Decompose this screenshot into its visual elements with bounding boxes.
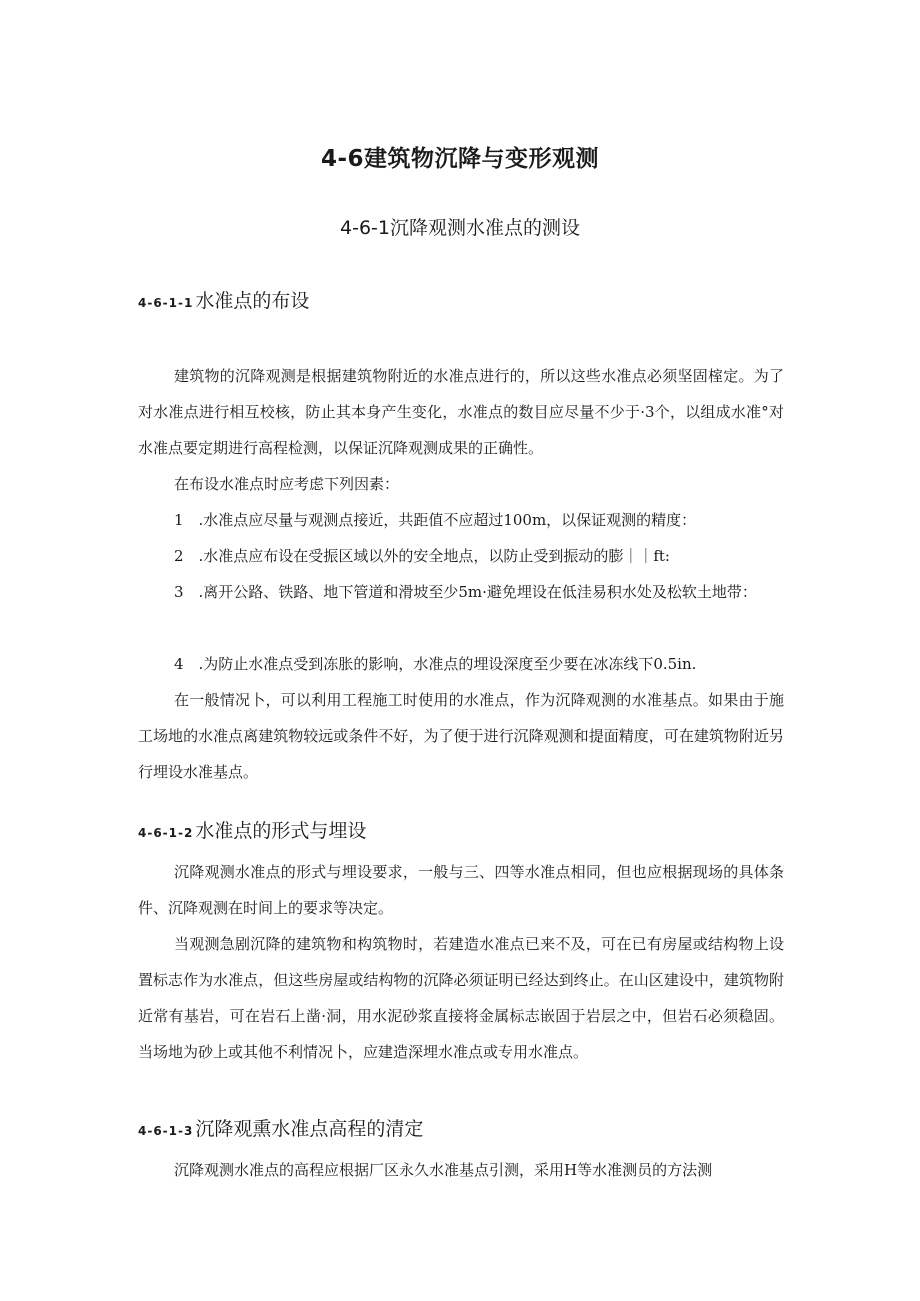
subsection-heading-2 <box>138 816 366 843</box>
subsection-number: 4-6-1-1 <box>138 296 194 310</box>
list-item: 1 .水准点应尽量与观测点接近，共距值不应超过100m，以保证观测的精度： <box>174 511 697 529</box>
subsection-number: 4-6-1-3 <box>138 1124 194 1138</box>
list-item: 3 .离开公路、铁路、地下管道和滑坡至少5m·避免埋设在低洼易积水处及松软土地带： <box>174 583 757 601</box>
subsection-title: 水准点的布设 <box>195 290 310 312</box>
subsection-heading-3 <box>138 1114 423 1141</box>
subsection-heading-1 <box>138 286 309 313</box>
page-title: 4-6建筑物沉降与变形观测 <box>320 146 600 172</box>
paragraph: 沉降观测水准点的高程应根据厂区永久水准基点引测，采用H等水准测员的方法测 <box>174 1161 713 1179</box>
paragraph: 当观测急剧沉降的建筑物和构筑物时，若建造水准点已来不及，可在已有房屋或结构物上设置标志作为水准点，但这些房屋或结构物的沉降必须证明已经达到终止。在山区建设中，建筑物附近常有基岩，可在岩石上凿·洞，用水泥砂浆直接将金属标志嵌固于岩层之中，但岩石必须稳固。当场地为砂上或其他不利情况卜，应建造深埋水准点或专用水准点。 <box>138 935 784 1061</box>
subsection-number: 4-6-1-2 <box>138 826 194 840</box>
subsection-title: 沉降观熏水准点高程的清定 <box>195 1118 424 1140</box>
paragraph: 在一般情况卜，可以利用工程施工时使用的水准点，作为沉降观测的水准基点。如果由于施工场地的水准点离建筑物较远或条件不好，为了便于进行沉降观测和提面精度，可在建筑物附近另行埋设水准基点。 <box>138 691 784 781</box>
list-item: 4 .为防止水准点受到冻胀的影响，水准点的埋设深度至少要在冰冻线下0.5in. <box>174 655 697 673</box>
subsection-title: 水准点的形式与埋设 <box>195 820 367 842</box>
list-item: 2 .水准点应布设在受振区域以外的安全地点，以防止受到振动的膨｜｜ft: <box>174 547 670 565</box>
paragraph: 在布设水准点时应考虑下列因素： <box>174 475 400 493</box>
section-heading: 4-6-1沉降观测水准点的测设 <box>340 217 580 239</box>
paragraph: 沉降观测水准点的形式与埋设要求，一般与三、四等水准点相同，但也应根据现场的具体条件、沉降观测在时间上的要求等决定。 <box>138 863 784 917</box>
paragraph: 建筑物的沉降观测是根据建筑物附近的水准点进行的，所以这些水准点必须坚固榁定。为了对水准点进行相互校核，防止其本身产生变化，水准点的数目应尽量不少于·3个，以组成水准°对水准点要定期进行高程检测，以保证沉降观测成果的正确性。 <box>138 367 784 457</box>
